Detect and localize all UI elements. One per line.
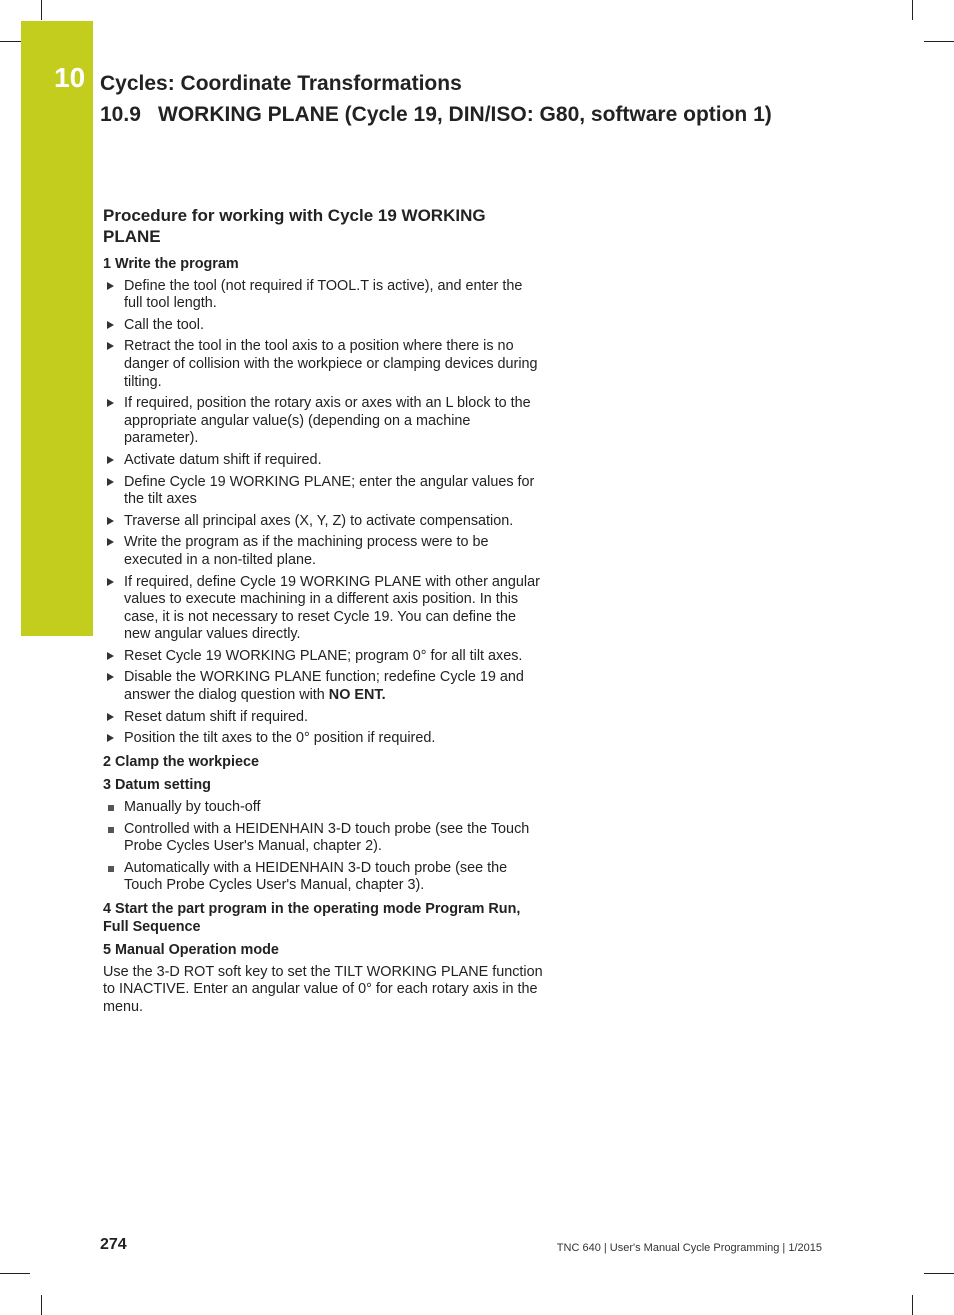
square-bullet-icon xyxy=(108,866,114,872)
triangle-bullet-icon xyxy=(107,478,114,486)
step-3-list xyxy=(103,799,543,895)
list-item: Call the tool. xyxy=(103,317,543,335)
crop-mark xyxy=(912,0,913,20)
list-item: Define Cycle 19 WORKING PLANE; enter the angular values for the tilt axes xyxy=(103,474,543,509)
crop-mark xyxy=(41,1295,42,1315)
step-2-title: 2 Clamp the workpiece xyxy=(103,753,259,770)
list-item: Traverse all principal axes (X, Y, Z) to activate compensation. xyxy=(103,513,543,531)
list-item: Automatically with a HEIDENHAIN 3-D touch probe (see the Touch Probe Cycles User's Manual, chapter 3). xyxy=(103,860,543,895)
triangle-bullet-icon xyxy=(107,713,114,721)
step-3-title: 3 Datum setting xyxy=(103,777,211,794)
crop-mark xyxy=(924,1273,954,1274)
procedure-heading: Procedure for working with Cycle 19 WORKING PLANE xyxy=(103,206,486,246)
crop-mark xyxy=(41,0,42,20)
triangle-bullet-icon xyxy=(107,456,114,464)
list-item: Reset datum shift if required. xyxy=(103,709,543,727)
no-ent-key-label: NO ENT. xyxy=(328,687,386,704)
list-item: Define the tool (not required if TOOL.T is active), and enter the full tool length. xyxy=(103,278,543,313)
list-item: Position the tilt axes to the 0° position if required. xyxy=(103,730,543,748)
section-title: WORKING PLANE (Cycle 19, DIN/ISO: G80, software option 1) xyxy=(158,103,772,126)
list-item: Retract the tool in the tool axis to a position where there is no danger of collision with the workpiece or clamping devices during tilting. xyxy=(103,338,543,391)
triangle-bullet-icon xyxy=(107,673,114,681)
main-content xyxy=(103,205,543,1017)
chapter-side-tab xyxy=(21,21,93,636)
list-item: Activate datum shift if required. xyxy=(103,452,543,470)
footer-text: TNC 640 | User's Manual Cycle Programming | 1/2015 xyxy=(556,1242,822,1254)
crop-mark xyxy=(912,1295,913,1315)
triangle-bullet-icon xyxy=(107,282,114,290)
section-title-line xyxy=(100,103,772,127)
list-item: Reset Cycle 19 WORKING PLANE; program 0° for all tilt axes. xyxy=(103,648,543,666)
triangle-bullet-icon xyxy=(107,652,114,660)
chapter-number: 10 xyxy=(54,62,86,93)
step-1-title: 1 Write the program xyxy=(103,256,239,272)
triangle-bullet-icon xyxy=(107,734,114,742)
step-5-title: 5 Manual Operation mode xyxy=(103,942,279,959)
page-number: 274 xyxy=(100,1236,127,1253)
step-5-text: Use the 3-D ROT soft key to set the TILT WORKING PLANE function to INACTIVE. Enter an angular value of 0° for each rotary axis in the menu. xyxy=(103,963,543,1015)
list-item: Controlled with a HEIDENHAIN 3-D touch probe (see the Touch Probe Cycles User's Manual, chapter 2). xyxy=(103,821,543,856)
triangle-bullet-icon xyxy=(107,342,114,350)
section-number: 10.9 xyxy=(100,103,141,126)
square-bullet-icon xyxy=(108,805,114,811)
list-item: Write the program as if the machining process were to be executed in a non-tilted plane. xyxy=(103,534,543,569)
triangle-bullet-icon xyxy=(107,399,114,407)
step-4-title: 4 Start the part program in the operating mode Program Run, Full Sequence xyxy=(103,901,521,935)
list-item: If required, position the rotary axis or axes with an L block to the appropriate angular value(s) (depending on a machine parameter). xyxy=(103,395,543,448)
triangle-bullet-icon xyxy=(107,538,114,546)
list-item: If required, define Cycle 19 WORKING PLANE with other angular values to execute machining in a different axis position. In this case, it is not necessary to reset Cycle 19. You can define the new angular values directly. xyxy=(103,574,543,644)
crop-mark xyxy=(924,41,954,42)
chapter-title: Cycles: Coordinate Transformations xyxy=(100,72,462,95)
list-item: Disable the WORKING PLANE function; redefine Cycle 19 and answer the dialog question with NO ENT. xyxy=(103,669,543,704)
triangle-bullet-icon xyxy=(107,517,114,525)
list-item: Manually by touch-off xyxy=(103,799,543,817)
triangle-bullet-icon xyxy=(107,578,114,586)
square-bullet-icon xyxy=(108,827,114,833)
crop-mark xyxy=(0,1273,30,1274)
triangle-bullet-icon xyxy=(107,321,114,329)
step-1-list xyxy=(103,278,543,748)
